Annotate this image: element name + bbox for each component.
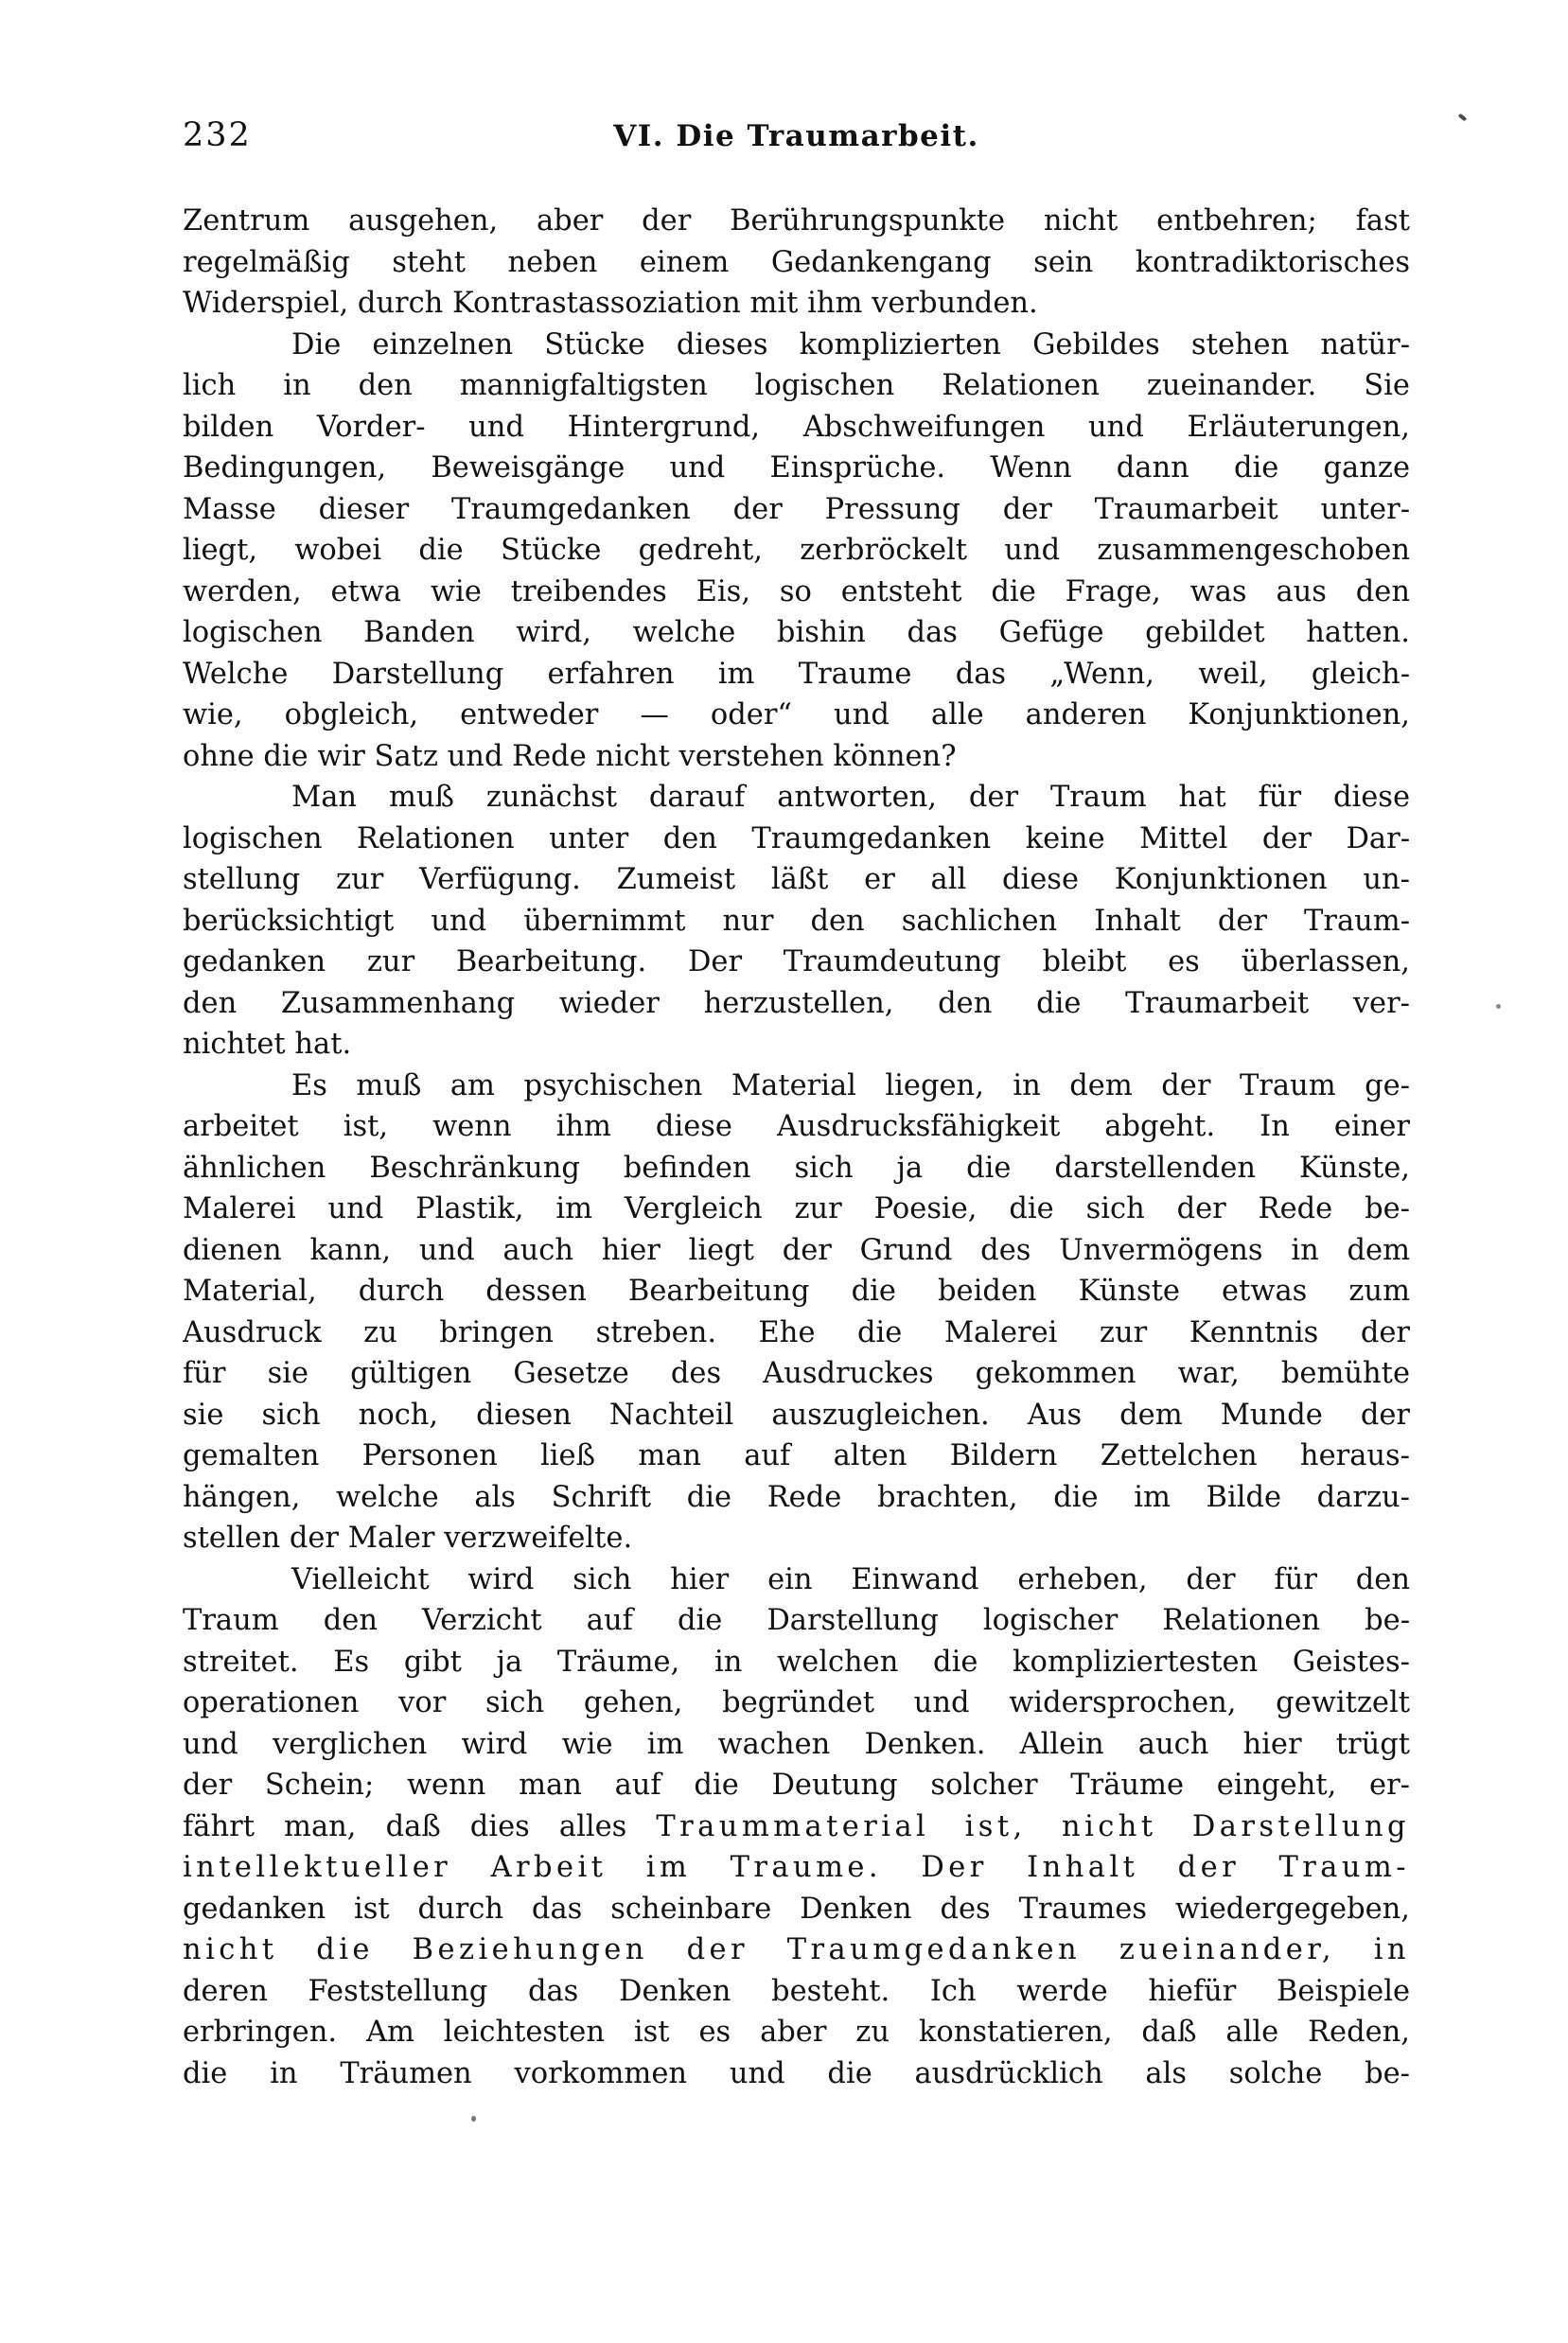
text-line — [183, 1395, 1410, 1436]
text-line — [183, 1353, 1410, 1395]
text-segment: operationen vor sich gehen, begründet und widersprochen, gewitzelt — [183, 1686, 1410, 1719]
text-segment: gedanken ist durch das scheinbare Denken des Traumes wiedergegeben, — [183, 1892, 1410, 1926]
text-line — [183, 1148, 1410, 1189]
text-segment: hängen, welche als Schrift die Rede brachten, die im Bilde darzu- — [183, 1480, 1410, 1514]
text-line — [183, 283, 1410, 325]
text-segment: gemalten Personen ließ man auf alten Bildern Zettelchen heraus- — [183, 1439, 1410, 1472]
text-segment: Malerei und Plastik, im Vergleich zur Poesie, die sich der Rede be- — [183, 1192, 1410, 1225]
text-line — [183, 1929, 1410, 1971]
text-segment: Ausdruck zu bringen streben. Ehe die Malerei zur Kenntnis der — [183, 1315, 1410, 1349]
text-segment: dienen kann, und auch hier liegt der Grund des Unvermögens in dem — [183, 1233, 1410, 1267]
text-line — [183, 1724, 1410, 1766]
text-line — [183, 1436, 1410, 1477]
text-segment: Masse dieser Traumgedanken der Pressung der Traumarbeit unter- — [183, 492, 1410, 526]
text-line — [183, 1600, 1410, 1642]
text-segment: sie sich noch, diesen Nachteil auszugleichen. Aus dem Munde der — [183, 1398, 1410, 1432]
page-number: 232 — [183, 116, 252, 154]
text-segment: Traum den Verzicht auf die Darstellung logischer Relationen be- — [183, 1604, 1410, 1637]
text-line — [183, 325, 1410, 366]
text-segment: für sie gültigen Gesetze des Ausdruckes gekommen war, bemühte — [183, 1357, 1410, 1390]
text-line — [183, 2012, 1410, 2053]
text-segment: Die einzelnen Stücke dieses komplizierten Gebildes stehen natür- — [291, 327, 1410, 361]
text-line — [183, 1189, 1410, 1230]
text-segment: fährt man, daß dies alles — [183, 1809, 657, 1843]
text-line — [183, 2053, 1410, 2095]
text-line — [183, 1971, 1410, 2013]
text-line — [183, 1518, 1410, 1559]
chapter-running-title: VI. Die Traumarbeit. — [613, 119, 979, 153]
text-segment: nichtet hat. — [183, 1028, 352, 1061]
text-line — [183, 407, 1410, 449]
text-line — [183, 365, 1410, 407]
text-line — [183, 1806, 1410, 1848]
text-segment: Zentrum ausgehen, aber der Berührungspunkte nicht entbehren; fast — [183, 204, 1410, 238]
text-line — [183, 819, 1410, 860]
text-segment: stellen der Maler verzweifelte. — [183, 1522, 633, 1555]
running-head — [183, 115, 1410, 159]
text-line — [183, 654, 1410, 696]
text-segment: den Zusammenhang wieder herzustellen, den die Traumarbeit ver- — [183, 986, 1410, 1020]
text-line — [183, 612, 1410, 654]
text-line — [183, 942, 1410, 983]
text-segment: Es muß am psychischen Material liegen, in dem der Traum ge- — [291, 1068, 1410, 1102]
text-segment: die in Träumen vorkommen und die ausdrücklich als solche be- — [183, 2056, 1410, 2090]
scan-speck — [1458, 114, 1468, 122]
text-line — [183, 736, 1410, 778]
text-line — [183, 1066, 1410, 1107]
text-line — [183, 572, 1410, 613]
text-segment: und verglichen wird wie im wachen Denken. Allein auch hier trügt — [183, 1727, 1410, 1761]
text-segment: streitet. Es gibt ja Träume, in welchen die kompliziertesten Geistes- — [183, 1645, 1410, 1679]
body-text-block — [183, 201, 1410, 2094]
text-segment: Man muß zunächst darauf antworten, der Traum hat für diese — [291, 781, 1410, 814]
text-line — [183, 1477, 1410, 1519]
text-segment: Vielleicht wird sich hier ein Einwand erheben, der für den — [291, 1562, 1410, 1596]
text-line — [183, 695, 1410, 736]
text-segment: stellung zur Verfügung. Zumeist läßt er all diese Konjunktionen un- — [183, 863, 1410, 896]
text-segment: der Schein; wenn man auf die Deutung solcher Träume eingeht, er- — [183, 1769, 1410, 1802]
text-segment: ähnlichen Beschränkung befinden sich ja die darstellenden Künste, — [183, 1151, 1410, 1185]
text-line — [183, 1642, 1410, 1683]
text-line — [183, 448, 1410, 489]
emphasized-text-segment: nicht die Beziehungen der Traumgedanken zueinander, in — [183, 1933, 1410, 1966]
text-segment: berücksichtigt und übernimmt nur den sachlichen Inhalt der Traum- — [183, 904, 1410, 938]
text-line — [183, 1024, 1410, 1066]
text-line — [183, 1847, 1410, 1889]
text-segment: erbringen. Am leichtesten ist es aber zu konstatieren, daß alle Reden, — [183, 2016, 1410, 2049]
text-segment: wie, obgleich, entweder — oder“ und alle anderen Konjunktionen, — [183, 698, 1410, 731]
text-line — [183, 1889, 1410, 1930]
text-line — [183, 859, 1410, 901]
text-line — [183, 983, 1410, 1025]
scan-speck — [471, 2116, 476, 2122]
text-segment: liegt, wobei die Stücke gedreht, zerbröckelt und zusammengeschoben — [183, 534, 1410, 567]
text-segment: arbeitet ist, wenn ihm diese Ausdrucksfähigkeit abgeht. In einer — [183, 1110, 1410, 1143]
text-segment: werden, etwa wie treibendes Eis, so entsteht die Frage, was aus den — [183, 574, 1410, 608]
text-line — [183, 530, 1410, 572]
text-segment: lich in den mannigfaltigsten logischen Relationen zueinander. Sie — [183, 369, 1410, 402]
text-segment: regelmäßig steht neben einem Gedankengang sein kontradiktorisches — [183, 245, 1410, 279]
text-segment: Welche Darstellung erfahren im Traume das „Wenn, weil, gleich- — [183, 657, 1410, 691]
text-line — [183, 901, 1410, 942]
text-segment: logischen Relationen unter den Traumgedanken keine Mittel der Dar- — [183, 821, 1410, 855]
emphasized-text-segment: intellektueller Arbeit im Traume. Der Inhalt der Traum- — [183, 1851, 1410, 1884]
text-line — [183, 1106, 1410, 1148]
text-segment: Widerspiel, durch Kontrastassoziation mit ihm verbunden. — [183, 287, 1038, 320]
text-line — [183, 1230, 1410, 1272]
text-line — [183, 777, 1410, 819]
text-line — [183, 242, 1410, 284]
text-line — [183, 1765, 1410, 1806]
text-line — [183, 1559, 1410, 1601]
emphasized-text-segment: Traummaterial ist, nicht Darstellung — [656, 1809, 1410, 1843]
text-segment: Bedingungen, Beweisgänge und Einsprüche. Wenn dann die ganze — [183, 451, 1410, 484]
text-line — [183, 201, 1410, 242]
text-segment: gedanken zur Bearbeitung. Der Traumdeutung bleibt es überlassen, — [183, 945, 1410, 978]
text-segment: ohne die wir Satz und Rede nicht verstehen können? — [183, 739, 957, 773]
text-line — [183, 1271, 1410, 1312]
text-segment: deren Feststellung das Denken besteht. Ich werde hiefür Beispiele — [183, 1974, 1410, 2008]
text-line — [183, 1682, 1410, 1724]
scan-speck — [1496, 1004, 1501, 1009]
text-line — [183, 1312, 1410, 1354]
text-segment: bilden Vorder- und Hintergrund, Abschweifungen und Erläuterungen, — [183, 410, 1410, 444]
text-line — [183, 489, 1410, 531]
text-segment: Material, durch dessen Bearbeitung die beiden Künste etwas zum — [183, 1275, 1410, 1308]
text-segment: logischen Banden wird, welche bishin das Gefüge gebildet hatten. — [183, 616, 1410, 649]
